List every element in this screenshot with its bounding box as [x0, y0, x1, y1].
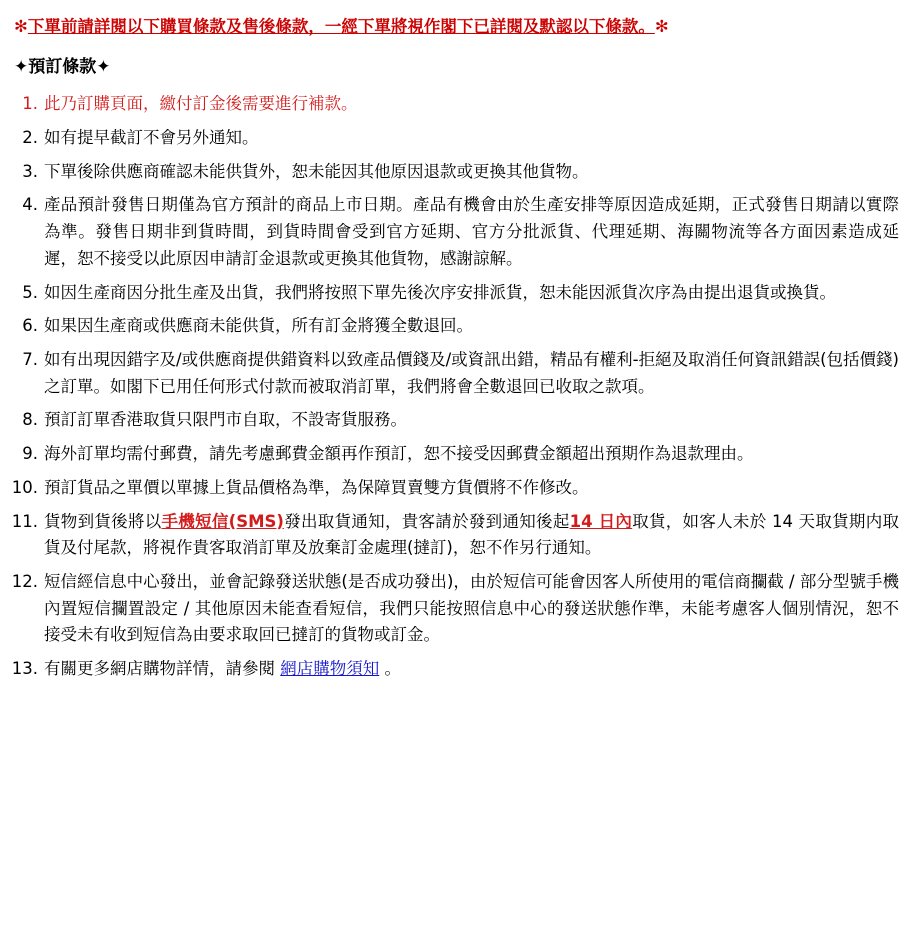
list-item: [10, 656, 899, 683]
list-item: [10, 475, 899, 502]
list-item-number: 5.: [22, 282, 38, 302]
banner-text: 下單前請詳閱以下購買條款及售後條款，一經下單將視作閣下已詳閱及默認以下條款。: [27, 17, 655, 36]
top-warning-banner: [14, 16, 899, 38]
list-item-text: 預訂訂單香港取貨只限門市自取，不設寄貨服務。: [44, 410, 407, 430]
list-item: [10, 125, 899, 152]
list-item-text: 此乃訂購頁面，繳付訂金後需要進行補款。: [44, 94, 358, 114]
list-item-text: 海外訂單均需付郵費，請先考慮郵費金額再作預訂，恕不接受因郵費金額超出預期作為退款理由。: [44, 444, 754, 464]
list-item-text: 如有提早截訂不會另外通知。: [44, 127, 259, 147]
list-item-text: 預訂貨品之單價以單據上貨品價格為準，為保障買賣雙方貨價將不作修改。: [44, 477, 589, 497]
list-item-text: 下單後除供應商確認未能供貨外，恕未能因其他原因退款或更換其他貨物。: [44, 161, 589, 181]
star-left-icon: ✻: [14, 17, 28, 36]
list-item-text: 短信經信息中心發出，並會記錄發送狀態(是否成功發出)，由於短信可能會因客人所使用的電信商攔截 / 部分型號手機內置短信攔置設定 / 其他原因未能查看短信，我們只能按照信息中心的發送狀態作準，未能考慮客人個別情況，恕不接受未有收到短信為由要求取回已撻訂的貨物或訂金。: [44, 572, 899, 645]
sms-emphasis: 手機短信(SMS): [161, 511, 284, 531]
list-item: [10, 280, 899, 307]
list-item-text-part-3: 取貨，如客人未於 14 天取貨期内取貨及付尾款，將視作貴客取消訂單及放棄訂金處理(撻訂)，恕不作另行通知。: [44, 511, 899, 558]
list-item: [10, 407, 899, 434]
list-item-number: 4.: [22, 195, 38, 215]
list-item-number: 3.: [22, 161, 38, 181]
list-item: [10, 91, 899, 118]
list-item-number: 11.: [11, 511, 38, 531]
list-item-text-part-2: 。: [384, 659, 401, 679]
list-item: [10, 159, 899, 186]
list-item: [10, 569, 899, 649]
list-item: [10, 509, 899, 562]
list-item-number: 6.: [22, 316, 38, 336]
star-right-icon: ✻: [654, 17, 669, 36]
list-item-text: 如果因生產商或供應商未能供貨，所有訂金將獲全數退回。: [44, 316, 473, 336]
deadline-emphasis: 14 日內: [569, 511, 633, 531]
list-item: [10, 192, 899, 272]
list-item-number: 9.: [22, 444, 38, 464]
list-item-number: 10.: [11, 477, 38, 497]
section-heading: ✦預訂條款✦: [14, 57, 111, 78]
terms-list: [10, 91, 899, 683]
list-item-text: 如有出現因錯字及/或供應商提供錯資料以致產品價錢及/或資訊出錯，精品有權利-拒絕及取消任何資訊錯誤(包括價錢) 之訂單。如閣下已用任何形式付款而被取消訂單，我們將會全數退回已收取之款項。: [44, 350, 899, 396]
list-item-text-part-2: 發出取貨通知，貴客請於發到通知後起: [283, 511, 570, 531]
list-item-number: 13.: [11, 659, 38, 679]
list-item-number: 12.: [11, 572, 38, 592]
list-item-text-part-1: 貨物到貨後將以: [44, 511, 162, 531]
list-item-number: 2.: [22, 127, 38, 147]
shopping-notice-link[interactable]: 網店購物須知: [280, 659, 380, 679]
list-item: [10, 313, 899, 340]
list-item-text: 如因生產商因分批生產及出貨，我們將按照下單先後次序安排派貨，恕未能因派貨次序為由提出退貨或換貨。: [44, 282, 836, 302]
list-item: [10, 441, 899, 468]
list-item-text: 產品預計發售日期僅為官方預計的商品上市日期。產品有機會由於生產安排等原因造成延期，正式發售日期請以實際為準。發售日期非到貨時間，到貨時間會受到官方延期、官方分批派貨、代理延期、海關物流等各方面因素造成延遲，恕不接受以此原因申請訂金退款或更換其他貨物，感謝諒解。: [44, 195, 899, 268]
list-item-number: 7.: [22, 350, 38, 370]
list-item-number: 8.: [22, 410, 38, 430]
list-item-text-part-1: 有關更多網店購物詳情，請參閱: [44, 659, 275, 679]
list-item: [10, 347, 899, 400]
list-item-number: 1.: [22, 94, 38, 114]
